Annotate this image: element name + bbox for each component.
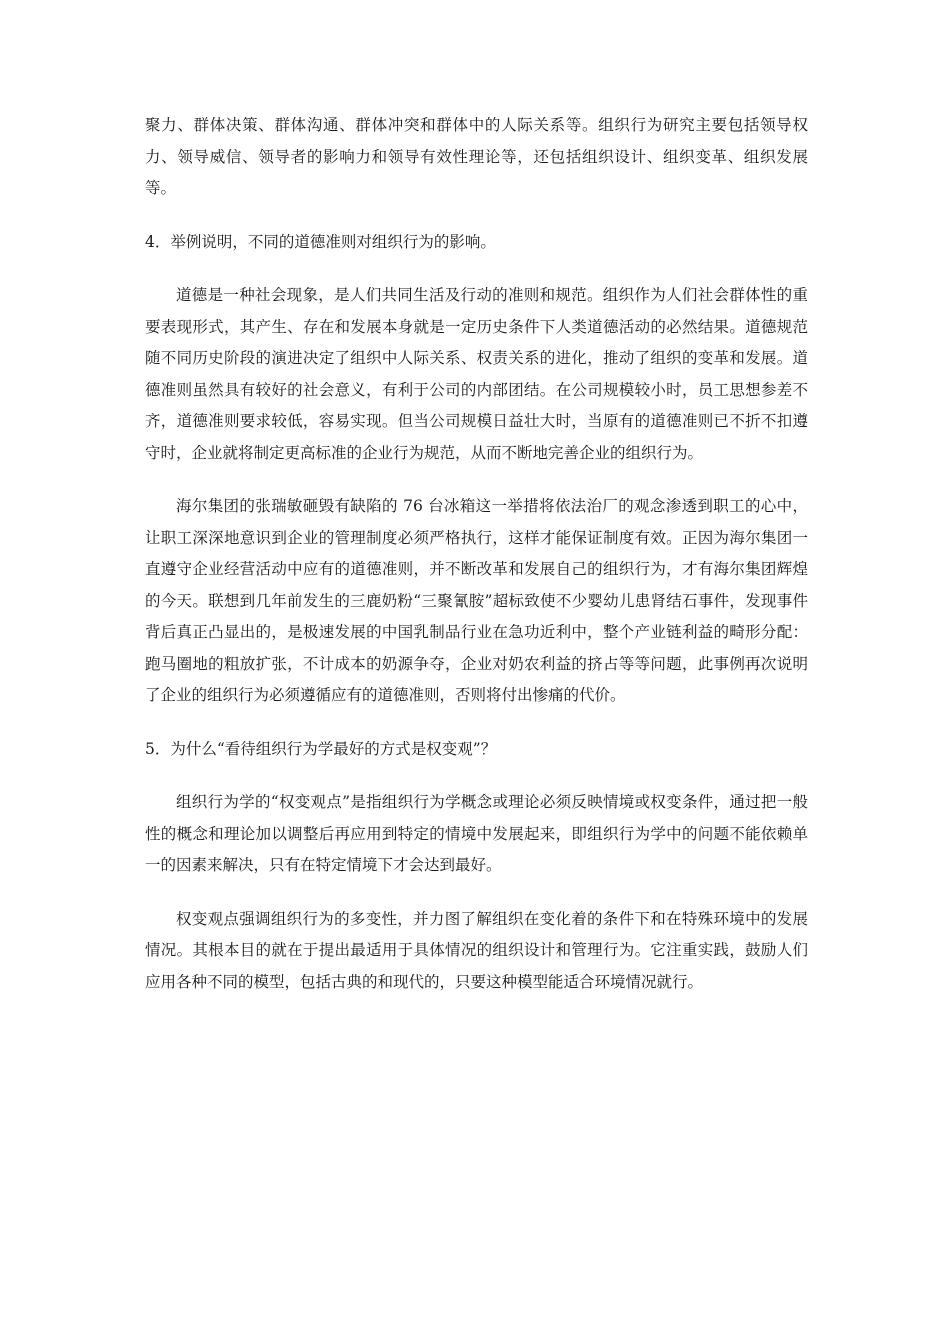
question-4: 4．举例说明，不同的道德准则对组织行为的影响。 — [145, 232, 496, 251]
paragraph-haier-example: 海尔集团的张瑞敏砸毁有缺陷的 76 台冰箱这一举措将依法治厂的观念渗透到职工的心中，让职工深深地意识到企业的管理制度必须严格执行，这样才能保证制度有效。正因为海尔集团一直遵守企业经营活动中应有的道德准则，并不断改革和发展自己的组织行为，才有海尔集团辉煌的今天。联想到几年前发生的三鹿奶粉“三聚氰胺”超标致使不少婴幼儿患肾结石事件，发现事件背后真正凸显出的，是极速发展的中国乳制品行业在急功近利中，整个产业链利益的畸形分配：跑马圈地的粗放扩张，不计成本的奶源争夺，企业对奶农利益的挤占等等问题，此事例再次说明了企业的组织行为必须遵循应有的道德准则，否则将付出惨痛的代价。 — [145, 497, 808, 704]
question-5: 5．为什么“看待组织行为学最好的方式是权变观”？ — [145, 739, 497, 758]
paragraph-continuation: 聚力、群体决策、群体沟通、群体冲突和群体中的人际关系等。组织行为研究主要包括领导权力、领导威信、领导者的影响力和领导有效性理论等，还包括组织设计、组织变革、组织发展等。 — [145, 116, 808, 197]
paragraph-contingency-emphasis: 权变观点强调组织行为的多变性，并力图了解组织在变化着的条件下和在特殊环境中的发展情况。其根本目的就在于提出最适用于具体情况的组织设计和管理行为。它注重实践，鼓励人们应用各种不同的模型，包括古典的和现代的，只要这种模型能适合环境情况就行。 — [145, 909, 808, 991]
document-page — [145, 110, 808, 998]
paragraph-contingency-definition: 组织行为学的“权变观点”是指组织行为学概念或理论必须反映情境或权变条件，通过把一般性的概念和理论加以调整后再应用到特定的情境中发展起来，即组织行为学中的问题不能依赖单一的因素来解决，只有在特定情境下才会达到最好。 — [145, 793, 808, 874]
paragraph-ethics-definition: 道德是一种社会现象，是人们共同生活及行动的准则和规范。组织作为人们社会群体性的重要表现形式，其产生、存在和发展本身就是一定历史条件下人类道德活动的必然结果。道德规范随不同历史阶段的演进决定了组织中人际关系、权责关系的进化，推动了组织的变革和发展。道德准则虽然具有较好的社会意义，有利于公司的内部团结。在公司规模较小时，员工思想参差不齐，道德准则要求较低，容易实现。但当公司规模日益壮大时，当原有的道德准则已不折不扣遵守时，企业就将制定更高标准的企业行为规范，从而不断地完善企业的组织行为。 — [145, 286, 808, 462]
